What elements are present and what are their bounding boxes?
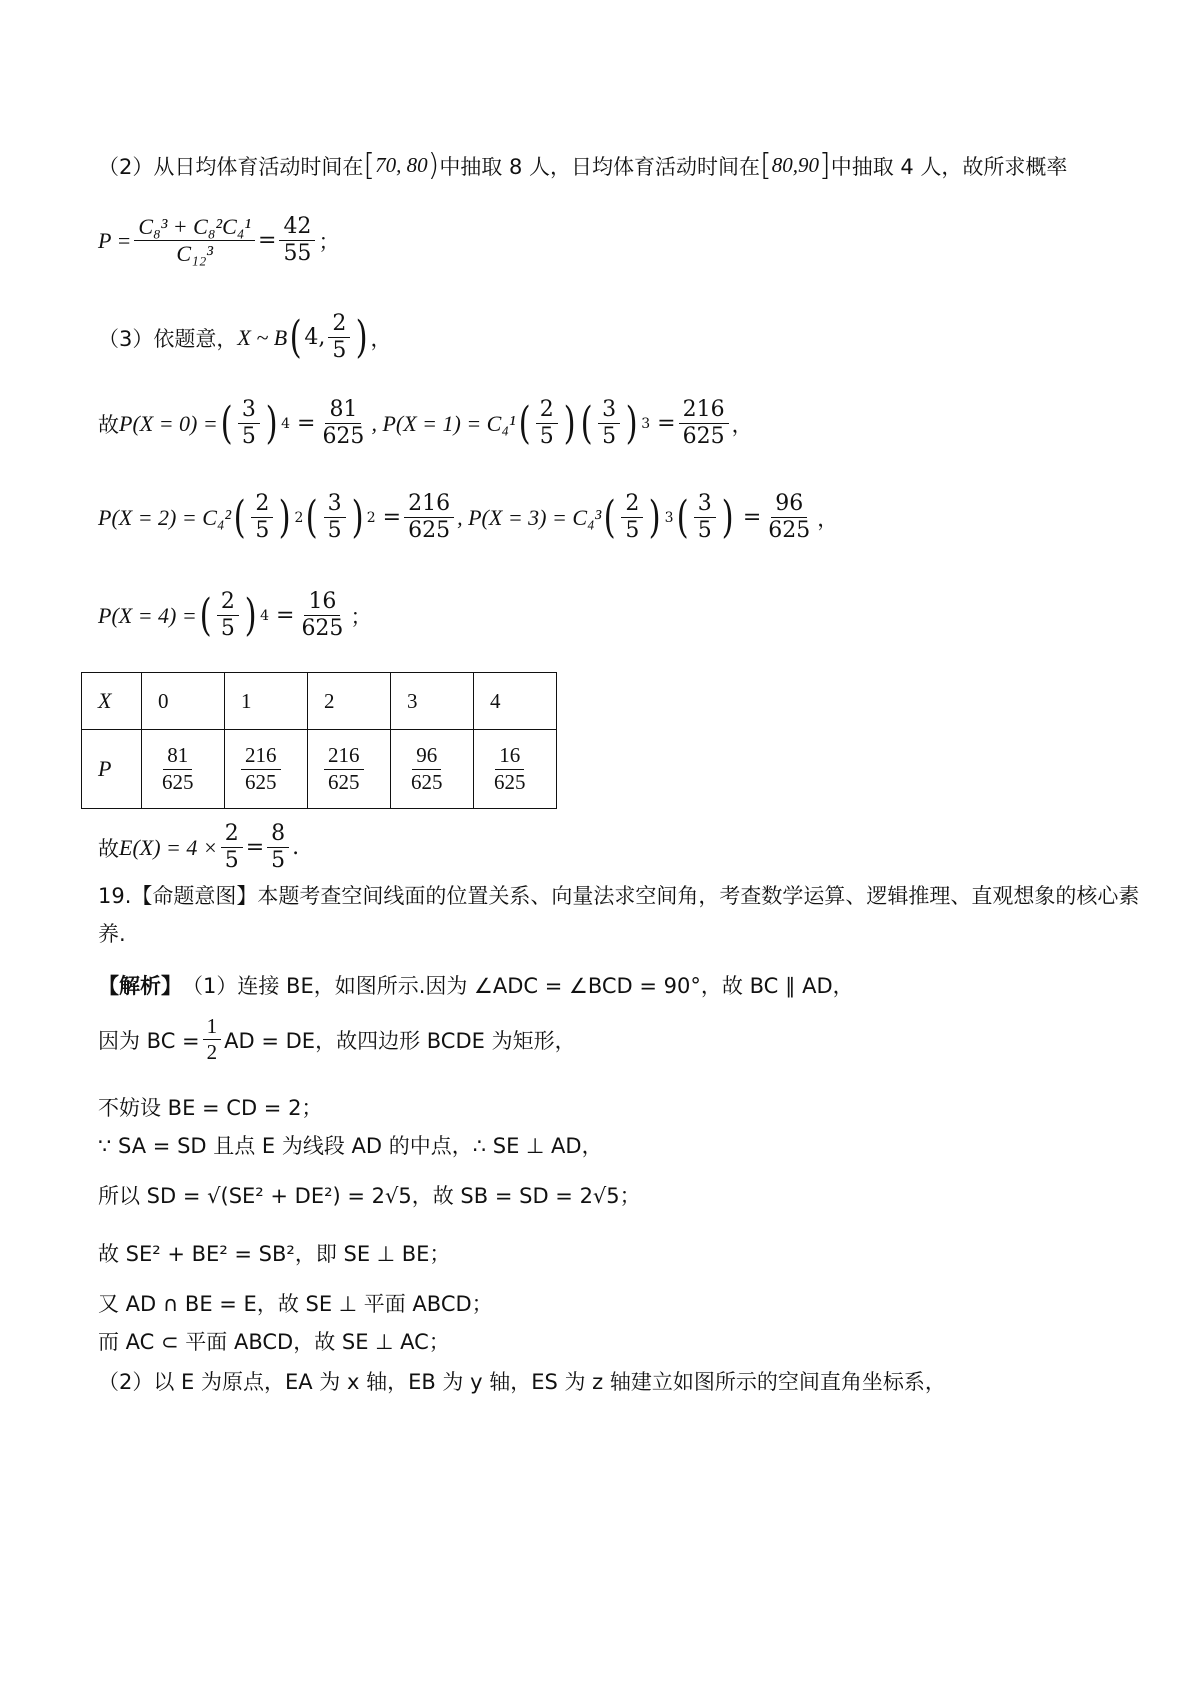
exponent: 4 <box>281 415 290 432</box>
denominator: 625 <box>245 769 277 794</box>
fraction <box>764 492 814 543</box>
paren-left: ( <box>676 491 689 543</box>
paren-left: ( <box>233 491 246 543</box>
numerator: 16 <box>304 590 340 616</box>
lhs: P = <box>98 227 132 253</box>
fraction <box>328 312 350 363</box>
text: 不妨设 BE = CD = 2； <box>98 1096 323 1120</box>
fraction <box>694 492 716 543</box>
binomial: X ~ B <box>237 324 288 350</box>
table-cell-p <box>142 730 225 809</box>
numerator: 216 <box>404 492 454 518</box>
fraction <box>203 1015 222 1064</box>
text: ∵ SA = SD 且点 E 为线段 AD 的中点，∴ SE ⊥ AD， <box>98 1134 603 1158</box>
denominator: 625 <box>408 518 451 544</box>
equals: = <box>245 835 265 861</box>
equals: = <box>258 228 277 254</box>
fraction <box>251 492 273 543</box>
numerator: 81 <box>325 398 361 424</box>
denominator: 2 <box>206 1040 218 1065</box>
text: 又 AD ∩ BE = E，故 SE ⊥ 平面 ABCD； <box>98 1292 493 1316</box>
paren-right: ) <box>721 491 734 543</box>
paren-right: ) <box>265 397 278 449</box>
exponent: 2 <box>366 509 376 526</box>
fraction <box>324 492 346 543</box>
fraction <box>134 215 255 266</box>
interval-80-90: 80,90 <box>771 153 819 177</box>
para-3-intro <box>98 312 392 363</box>
numerator: 2 <box>621 492 643 518</box>
numerator: 42 <box>279 215 315 241</box>
fraction <box>490 744 530 793</box>
table-header-p: P <box>82 730 142 809</box>
solution-label: 【解析】 <box>98 974 182 998</box>
numerator: 216 <box>324 744 364 769</box>
denominator: 625 <box>682 424 725 450</box>
exponent: 3 <box>641 415 651 432</box>
denominator: 625 <box>494 769 526 794</box>
bracket-right: ) <box>427 148 440 183</box>
paren-left: ( <box>199 589 212 641</box>
solution-line <box>98 1092 322 1122</box>
text: 因为 BC = <box>98 1028 200 1053</box>
solution-part-2 <box>98 1366 946 1396</box>
numerator: 8 <box>267 822 289 848</box>
numerator: 3 <box>238 398 260 424</box>
punct: ， <box>731 412 753 437</box>
paren-right: ) <box>625 397 638 449</box>
text: （3）依题意， <box>98 326 238 351</box>
denominator: 5 <box>625 518 640 544</box>
text: （2）从日均体育活动时间在 <box>98 154 364 179</box>
exponent: 3 <box>664 509 674 526</box>
fraction <box>238 398 260 449</box>
table-cell-x: 2 <box>308 673 391 730</box>
denominator: 5 <box>332 338 347 364</box>
table-cell-p <box>308 730 391 809</box>
formula-probability <box>98 215 339 266</box>
expr: P(X = 4) = <box>98 602 197 628</box>
numerator: 216 <box>241 744 281 769</box>
expr: P(X = 0) = <box>119 410 218 436</box>
table-cell-p <box>391 730 474 809</box>
fraction <box>621 492 643 543</box>
expr: , P(X = 1) = C₄¹ <box>371 410 516 436</box>
punct: ， <box>370 326 392 351</box>
numerator: 81 <box>163 744 192 769</box>
numerator: 2 <box>217 590 239 616</box>
denominator: 625 <box>768 518 811 544</box>
table-cell-x: 3 <box>391 673 474 730</box>
fraction <box>279 215 315 266</box>
paren-right: ) <box>278 491 291 543</box>
table-cell-x: 4 <box>474 673 557 730</box>
paren-left: ( <box>580 397 593 449</box>
bracket-right: ] <box>819 148 831 183</box>
numerator: C₈³ + C₈²C₄¹ <box>134 215 255 241</box>
denominator: 5 <box>327 518 342 544</box>
paren-left: ( <box>289 311 302 363</box>
paren-right: ) <box>244 589 257 641</box>
denominator: 625 <box>162 769 194 794</box>
denominator: 5 <box>255 518 270 544</box>
solution-line <box>98 1238 450 1268</box>
text: （2）以 E 为原点，EA 为 x 轴，EB 为 y 轴，ES 为 z 轴建立如图所示的空间直角坐标系， <box>98 1370 946 1394</box>
denominator: 5 <box>220 616 235 642</box>
text: （1）连接 BE，如图所示.因为 ∠ADC = ∠BCD = 90°，故 BC ∥ AD， <box>182 974 854 998</box>
paren-right: ) <box>351 491 364 543</box>
fraction <box>598 398 620 449</box>
numerator: 3 <box>598 398 620 424</box>
denominator: 5 <box>602 424 617 450</box>
text: 故 SE² + BE² = SB²，即 SE ⊥ BE； <box>98 1242 451 1266</box>
numerator: 96 <box>771 492 807 518</box>
text: 19.【命题意图】本题考查空间线面的位置关系、向量法求空间角，考查数学运算、逻辑推理、直观想象的核心素 <box>98 884 1140 908</box>
rectangle-statement <box>98 1015 576 1064</box>
solution-line <box>98 1180 641 1210</box>
bracket-left: [ <box>363 148 376 183</box>
fraction <box>404 492 454 543</box>
paren-left: ( <box>220 397 233 449</box>
distribution-table <box>81 672 557 809</box>
numerator: 96 <box>412 744 441 769</box>
param-n: 4, <box>304 325 326 351</box>
denominator: 5 <box>271 848 286 874</box>
expr: , P(X = 3) = C₄³ <box>457 504 602 530</box>
table-row-p <box>82 730 557 809</box>
fraction <box>158 744 198 793</box>
fraction <box>318 398 368 449</box>
problem-19-intent-cont <box>98 918 126 948</box>
solution-line <box>98 1130 603 1160</box>
fraction <box>297 590 347 641</box>
expr: E(X) = 4 × <box>119 834 218 860</box>
paren-right: ) <box>648 491 662 543</box>
fraction <box>407 744 447 793</box>
denominator: 55 <box>283 241 312 267</box>
expr: P(X = 2) = C₄² <box>98 504 232 530</box>
exponent: 4 <box>260 607 269 624</box>
text: 而 AC ⊂ 平面 ABCD，故 SE ⊥ AC； <box>98 1330 450 1354</box>
bracket-left: [ <box>760 148 772 183</box>
denominator: C₁₂³ <box>176 241 213 267</box>
solution-part-1 <box>98 970 854 1000</box>
numerator: 2 <box>328 312 350 338</box>
denominator: 625 <box>322 424 365 450</box>
table-cell-p <box>474 730 557 809</box>
paren-left: ( <box>603 491 616 543</box>
fraction <box>536 398 558 449</box>
fraction <box>324 744 364 793</box>
exponent: 2 <box>294 509 304 526</box>
interval-70-80: 70, 80 <box>375 153 428 177</box>
numerator: 2 <box>251 492 273 518</box>
table-row-x <box>82 673 557 730</box>
numerator: 3 <box>694 492 716 518</box>
punct: ， <box>817 506 839 531</box>
text: 养. <box>98 922 126 946</box>
table-cell-p <box>225 730 308 809</box>
denominator: 625 <box>411 769 443 794</box>
numerator: 2 <box>221 822 243 848</box>
table-cell-x: 1 <box>225 673 308 730</box>
paren-right: ) <box>355 311 368 363</box>
solution-line <box>98 1288 493 1318</box>
numerator: 16 <box>495 744 524 769</box>
formula-expectation <box>98 822 299 873</box>
problem-19-intent <box>98 880 1139 910</box>
punct: ； <box>350 604 372 629</box>
formula-px4: P(X = 4) = ( $\frac{2}{5}$ ) 4 = $\frac{16}{625}$ ； <box>98 589 372 642</box>
text: 所以 SD = √(SE² + DE²) = 2√5，故 SB = SD = 2√5； <box>98 1184 641 1208</box>
numerator: 216 <box>679 398 729 424</box>
text: 中抽取 8 人，日均体育活动时间在 <box>439 154 761 179</box>
fraction <box>221 822 243 873</box>
punct: ； <box>318 229 340 254</box>
text: 故 <box>98 412 119 437</box>
numerator: 3 <box>324 492 346 518</box>
text: AD = DE，故四边形 BCDE 为矩形， <box>224 1028 576 1053</box>
denominator: 625 <box>328 769 360 794</box>
solution-line <box>98 1326 450 1356</box>
denominator: 625 <box>301 616 344 642</box>
table-cell-x: 0 <box>142 673 225 730</box>
text: 故 <box>98 836 119 861</box>
paren-right: ) <box>563 397 576 449</box>
punct: . <box>292 835 300 861</box>
fraction <box>679 398 729 449</box>
numerator: 2 <box>536 398 558 424</box>
fraction <box>217 590 239 641</box>
denominator: 5 <box>539 424 554 450</box>
formula-px0-px1: 故 P(X = 0) = ( $\frac{3}{5}$ ) 4 = $\frac{81}{625}$ , P(X = 1) = C₄¹ ( $\frac{2}{5}$ ) ( $\frac{3}{5}$ ) 3 = $\frac{216}{625}$ ， <box>98 397 753 450</box>
denominator: 5 <box>697 518 712 544</box>
paren-left: ( <box>518 397 531 449</box>
numerator: 1 <box>203 1015 222 1040</box>
fraction <box>241 744 281 793</box>
table-header-x: X <box>82 673 142 730</box>
paren-left: ( <box>305 491 319 543</box>
formula-px2-px3: P(X = 2) = C₄² ( $\frac{2}{5}$ ) 2 ( $\frac{3}{5}$ ) 2 = $\frac{216}{625}$ , P(X = 3) = C₄³ ( $\frac{2}{5}$ ) 3 ( $\frac{3}{5}$ ) = $\frac{96}{625}$ ， <box>98 491 839 544</box>
denominator: 5 <box>224 848 239 874</box>
fraction <box>267 822 289 873</box>
text: 中抽取 4 人，故所求概率 <box>830 154 1068 179</box>
denominator: 5 <box>241 424 256 450</box>
para-2-intro <box>98 148 1067 183</box>
